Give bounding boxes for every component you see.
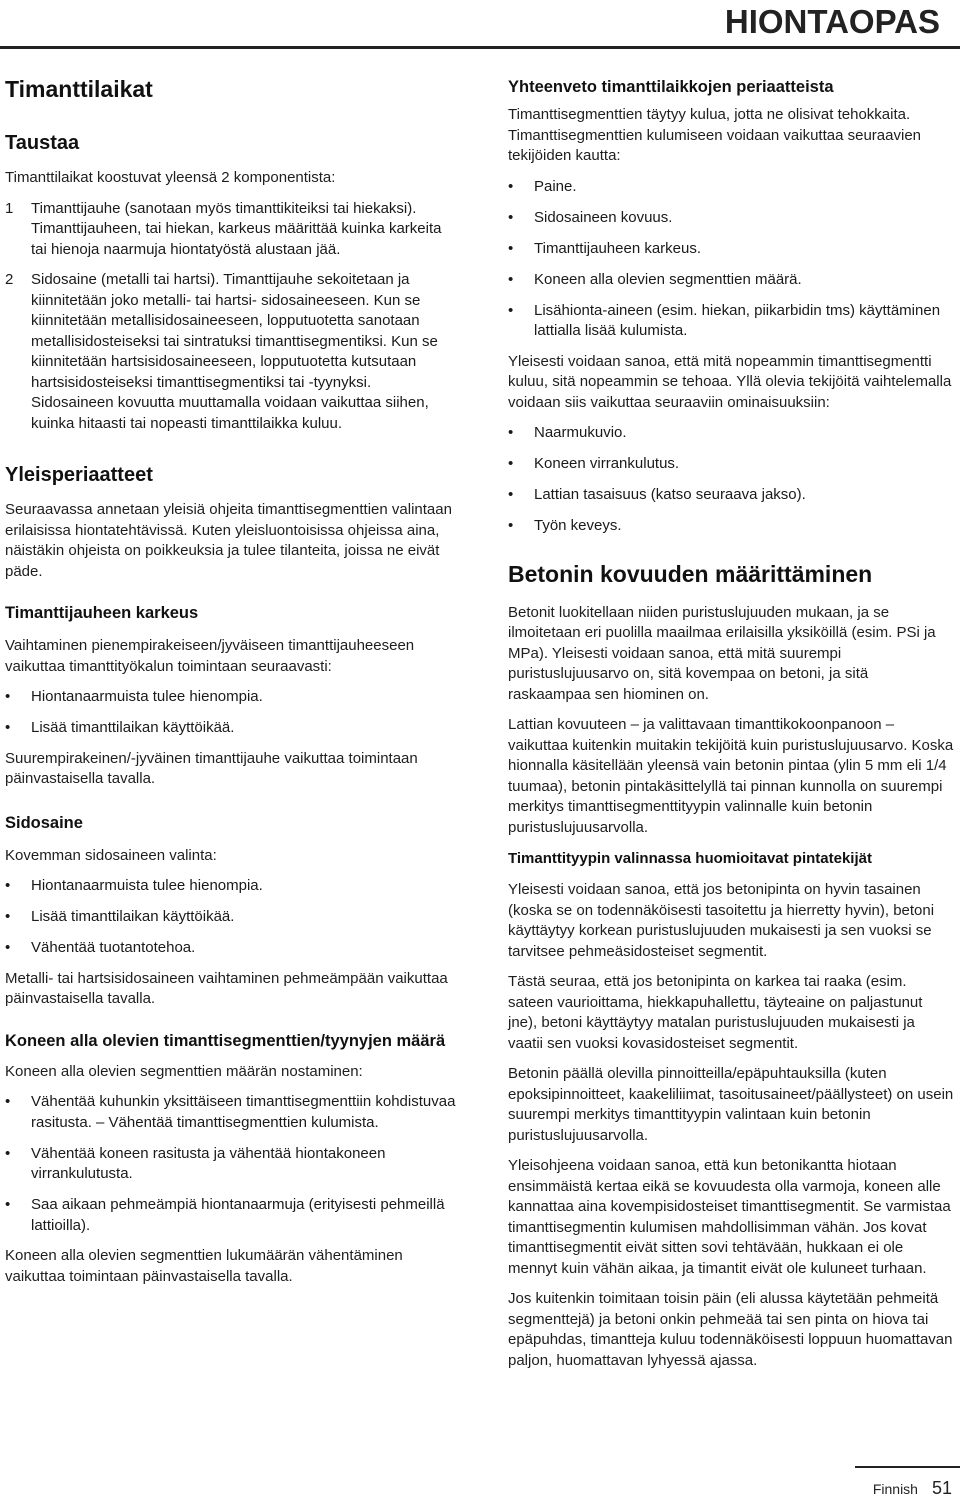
list-number: 2 (5, 271, 14, 288)
paragraph-pinta-2: Tästä seuraa, että jos betonipinta on karkea tai raaka (esim. sateen vaurioittama, hiekkapuhallettu, täyteaine on paljastunut jne), betoni käyttäytyy matalan puristuslujuuden mukaisesti ja vaatii sen vuoksi kovasidosteiset segmentit. (508, 973, 923, 1052)
heading-yhteenveto: Yhteenveto timanttilaikkojen periaatteista (508, 78, 834, 96)
bullet-list-karkeus (5, 687, 457, 739)
paragraph-karkeus2: Suurempirakeinen/-jyväinen timanttijauhe vaikuttaa toimintaan päinvastaisella tavalla. (5, 749, 418, 787)
heading-sidosaine: Sidosaine (5, 813, 83, 832)
page-footer (873, 1478, 952, 1499)
heading-taustaa: Taustaa (5, 132, 80, 154)
footer-language: Finnish (872, 1481, 918, 1497)
right-column (508, 66, 954, 1371)
list-item (5, 199, 457, 261)
list-item: • Vähentää kuhunkin yksittäiseen timanttisegmenttiin kohdistuvaa rasitusta. – Vähentää timanttisegmenttien kulumista. (5, 1092, 457, 1133)
paragraph-pinta-4: Yleisohjeena voidaan sanoa, että kun betonikantta hiotaan ensimmäistä kertaa eikä se kovuudesta olla varmoja, koneen alle kannattaa aina kovempisidosteiset timanttisegmentit. Se varmistaa timanttisegmentin kulumisen mahdollisimman vähän. Jos kovat timanttisegmentit eivät sitten sovi tehtävään, hukkaan ei ole mennyt kuin vähän aikaa, ja timantit eivät ole kuluneet turhaan. (508, 1157, 951, 1277)
heading-karkeus: Timanttijauheen karkeus (5, 604, 199, 622)
list-item: • Vähentää koneen rasitusta ja vähentää hiontakoneen virrankulutusta. (5, 1144, 457, 1185)
list-item: • Vähentää tuotantotehoa. (5, 938, 457, 959)
list-item: • Koneen virrankulutus. (508, 454, 954, 475)
heading-yleisperiaatteet: Yleisperiaatteet (5, 464, 153, 486)
list-item: • Lattian tasaisuus (katso seuraava jakso). (508, 485, 954, 506)
left-column (5, 66, 457, 1287)
heading-koneen: Koneen alla olevien timanttisegmenttien/tyynyjen määrä (5, 1031, 446, 1050)
list-item: • Hiontanaarmuista tulee hienompia. (5, 687, 457, 708)
paragraph-pinta-5: Jos kuitenkin toimitaan toisin päin (eli alussa käytetään pehmeitä segmenttejä) ja betoni onkin pehmeää tai sen pinta on hiova tai epäpuhdas, timantteja kuluu todennäköisesti loppuun huomattavan paljon, huomattavan lyhyessä ajassa. (508, 1290, 953, 1369)
footer-rule (855, 1466, 960, 1468)
list-item: • Lisähionta-aineen (esim. hiekan, piikarbidin tms) käyttäminen lattialla lisää kulumista. (508, 301, 954, 342)
list-item-text: Sidosaine (metalli tai hartsi). Timanttijauhe sekoitetaan ja kiinnitetään joko metalli- tai hartsi- sidosaineeseen. Kun se kiinnitetään metallisidosaineeseen, lopputuotetta sanotaan metallisidosteiseksi tai sintratuksi timanttisegmentiksi. Kun se kiinnitetään hartsisidosaineeseen, lopputuotetta kutsutaan hartsisidosteiseksi timanttisegmentiksi tai -tyynyksi. Sidosaineen kovuutta muuttamalla voidaan vaikuttaa siihen, kuinka hitaasti tai nopeasti timanttilaikka kuluu. (31, 271, 438, 432)
heading-timanttityypin: Timanttityypin valinnassa huomioitavat pintatekijät (508, 850, 872, 867)
list-item: • Sidosaineen kovuus. (508, 208, 954, 229)
page-header-title: HIONTAOPAS (724, 3, 940, 40)
list-item: • Timanttijauheen karkeus. (508, 239, 954, 260)
list-item: • Lisää timanttilaikan käyttöikää. (5, 718, 457, 739)
bullet-list-koneen (5, 1092, 457, 1236)
paragraph-sidosaine: Kovemman sidosaineen valinta: (5, 846, 217, 864)
numbered-list (5, 199, 457, 435)
list-item: • Lisää timanttilaikan käyttöikää. (5, 907, 457, 928)
paragraph-intro: Timanttilaikat koostuvat yleensä 2 komponentista: (5, 169, 336, 186)
list-item: • Työn keveys. (508, 516, 954, 537)
bullet-list-ominaisuudet (508, 423, 954, 537)
paragraph-yleisesti: Yleisesti voidaan sanoa, että mitä nopeammin timanttisegmentti kuluu, sitä nopeammin se tehoaa. Yllä olevia tekijöitä vaihtelemalla voidaan siis vaikuttaa seuraaviin ominaisuuksiin: (508, 352, 952, 411)
list-number: 1 (5, 199, 14, 217)
paragraph-yleis: Seuraavassa annetaan yleisiä ohjeita timanttisegmenttien valintaan erilaisissa hiontatehtävissä. Kuten yleisluontoisissa ohjeissa aina, näistäkin ohjeista on poikkeuksia ja tulee tilanteita, joissa ne eivät päde. (5, 501, 452, 580)
bullet-list-yhteenveto (508, 177, 954, 342)
page-number: 51 (931, 1478, 952, 1498)
list-item: • Hiontanaarmuista tulee hienompia. (5, 876, 457, 897)
paragraph-yhteenveto: Timanttisegmenttien täytyy kulua, jotta ne olisivat tehokkaita. Timanttisegmenttien kulumiseen voidaan vaikuttaa seuraavien tekijöiden kautta: (508, 106, 922, 164)
paragraph-betonit: Betonit luokitellaan niiden puristuslujuuden mukaan, ja se ilmoitetaan eri puolilla maailmaa erilaisilla yksiköillä (esim. PSi ja MPa). Yleisesti voidaan sanoa, että mitä suurempi puristuslujuusarvo on, sitä kovempaa on betoni, ja sitä raskaampaa sen hiominen on. (508, 603, 936, 703)
heading-timanttilaikat: Timanttilaikat (5, 76, 153, 102)
list-item (5, 270, 457, 434)
paragraph-sidosaine2: Metalli- tai hartsisidosaineen vaihtaminen pehmeämpään vaikuttaa päinvastaisella tavalla. (5, 969, 448, 1007)
header-rule (0, 46, 960, 49)
list-item: • Paine. (508, 177, 954, 198)
list-item: • Naarmukuvio. (508, 423, 954, 444)
list-item: • Saa aikaan pehmeämpiä hiontanaarmuja (erityisesti pehmeillä lattioilla). (5, 1195, 457, 1236)
paragraph-koneen2: Koneen alla olevien segmenttien lukumäärän vähentäminen vaikuttaa toimintaan päinvastaisella tavalla. (5, 1247, 403, 1285)
heading-betonin-kovuus: Betonin kovuuden määrittäminen (508, 560, 873, 587)
list-item-text: Timanttijauhe (sanotaan myös timanttikiteiksi tai hiekaksi). Timanttijauheen, tai hiekan, karkeus määrittää kuinka karkeita tai hienoja naarmuja hiontatyöstä alustaan jää. (31, 199, 442, 258)
paragraph-pinta-1: Yleisesti voidaan sanoa, että jos betonipinta on hyvin tasainen (koska se on todennäköisesti tasoitettu ja hierretty hyvin), betoni käyttäytyy korkean puristuslujuuden mukaisesti ja sen vuoksi se tarvitsee pehmeäsidosteiset segmentit. (508, 881, 935, 960)
paragraph-lattian: Lattian kovuuteen – ja valittavaan timanttikokoonpanoon – vaikuttaa kuitenkin muitakin tekijöitä kuin puristuslujuusarvo. Koska hionnalla käsitellään yleensä vain betonin pintaa (ylin 5 mm eli 1/4 tuumaa), betonin pintakäsittelyllä tai pinnan kunnolla on suurempi merkitys timanttisegmenttityypin valinnalle kuin betonin puristuslujuusarvolla. (508, 716, 954, 836)
bullet-list-sidosaine (5, 876, 457, 959)
paragraph-pinta-3: Betonin päällä olevilla pinnoitteilla/epäpuhtauksilla (kuten epoksipinnoitteet, kaakeliliimat, tasoitusaineet/päällysteet) on usein suurempi merkitys timanttityypin valintaan kuin betonin puristuslujuusarvolla. (508, 1065, 954, 1144)
paragraph-koneen: Koneen alla olevien segmenttien määrän nostaminen: (5, 1062, 363, 1080)
list-item: • Koneen alla olevien segmenttien määrä. (508, 270, 954, 291)
paragraph-karkeus: Vaihtaminen pienempirakeiseen/jyväiseen timanttijauheeseen vaikuttaa timanttityökalun toimintaan seuraavasti: (5, 637, 415, 675)
